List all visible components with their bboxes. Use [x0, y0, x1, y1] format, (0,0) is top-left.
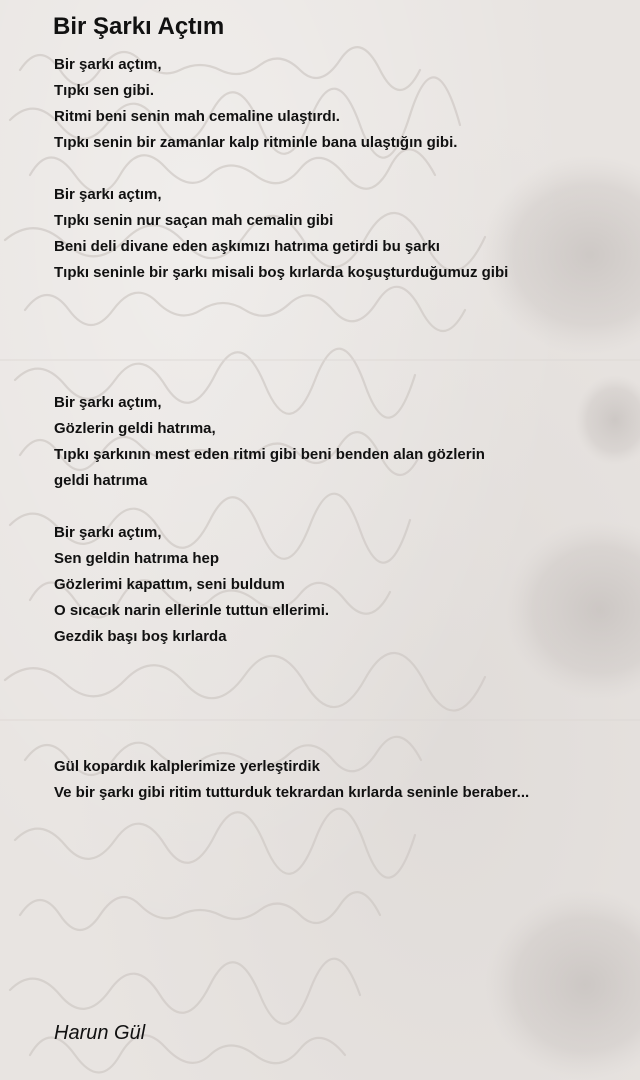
poem-line: Tıpkı senin nur saçan mah cemalin gibi: [54, 212, 334, 229]
stanza-break: [54, 156, 614, 182]
poem-line: Bir şarkı açtım,: [54, 56, 162, 73]
poem-line: Tıpkı senin bir zamanlar kalp ritminle bana ulaştığın gibi.: [54, 134, 458, 151]
poem-line: Sen geldin hatrıma hep: [54, 550, 220, 567]
poem-line: Tıpkı şarkının mest eden ritmi gibi beni benden alan gözlerin: [54, 446, 485, 463]
poem-line: Bir şarkı açtım,: [54, 394, 162, 411]
poem-line: Tıpkı sen gibi.: [54, 82, 155, 99]
stanza-break: [54, 650, 614, 754]
poem-line: O sıcacık narin ellerinle tuttun ellerimi.: [54, 602, 330, 619]
poem-body: [54, 52, 614, 806]
stanza-break: [54, 286, 614, 390]
poem-line: Gözlerin geldi hatrıma,: [54, 420, 216, 437]
author-name: Harun Gül: [54, 1022, 146, 1044]
poem-line: Bir şarkı açtım,: [54, 186, 162, 203]
stanza-2: [54, 182, 614, 286]
poem-line: Ve bir şarkı gibi ritim tutturduk tekrardan kırlarda seninle beraber...: [54, 784, 530, 801]
stanza-4: [54, 520, 614, 650]
poem-line: geldi hatrıma: [54, 472, 148, 489]
poem-line: Tıpkı seninle bir şarkı misali boş kırlarda koşuşturduğumuz gibi: [54, 264, 509, 281]
poem-line: Bir şarkı açtım,: [54, 524, 162, 541]
stanza-3: [54, 390, 614, 494]
stanza-1: [54, 52, 614, 156]
stanza-5: [54, 754, 614, 806]
stanza-break: [54, 494, 614, 520]
poem-line: Gözlerimi kapattım, seni buldum: [54, 576, 285, 593]
poem-line: Ritmi beni senin mah cemaline ulaştırdı.: [54, 108, 340, 125]
poem-line: Beni deli divane eden aşkımızı hatrıma getirdi bu şarkı: [54, 238, 440, 255]
poem-title: Bir Şarkı Açtım: [53, 13, 225, 40]
poem-line: Gül kopardık kalplerimize yerleştirdik: [54, 758, 320, 775]
poem-line: Gezdik başı boş kırlarda: [54, 628, 227, 645]
